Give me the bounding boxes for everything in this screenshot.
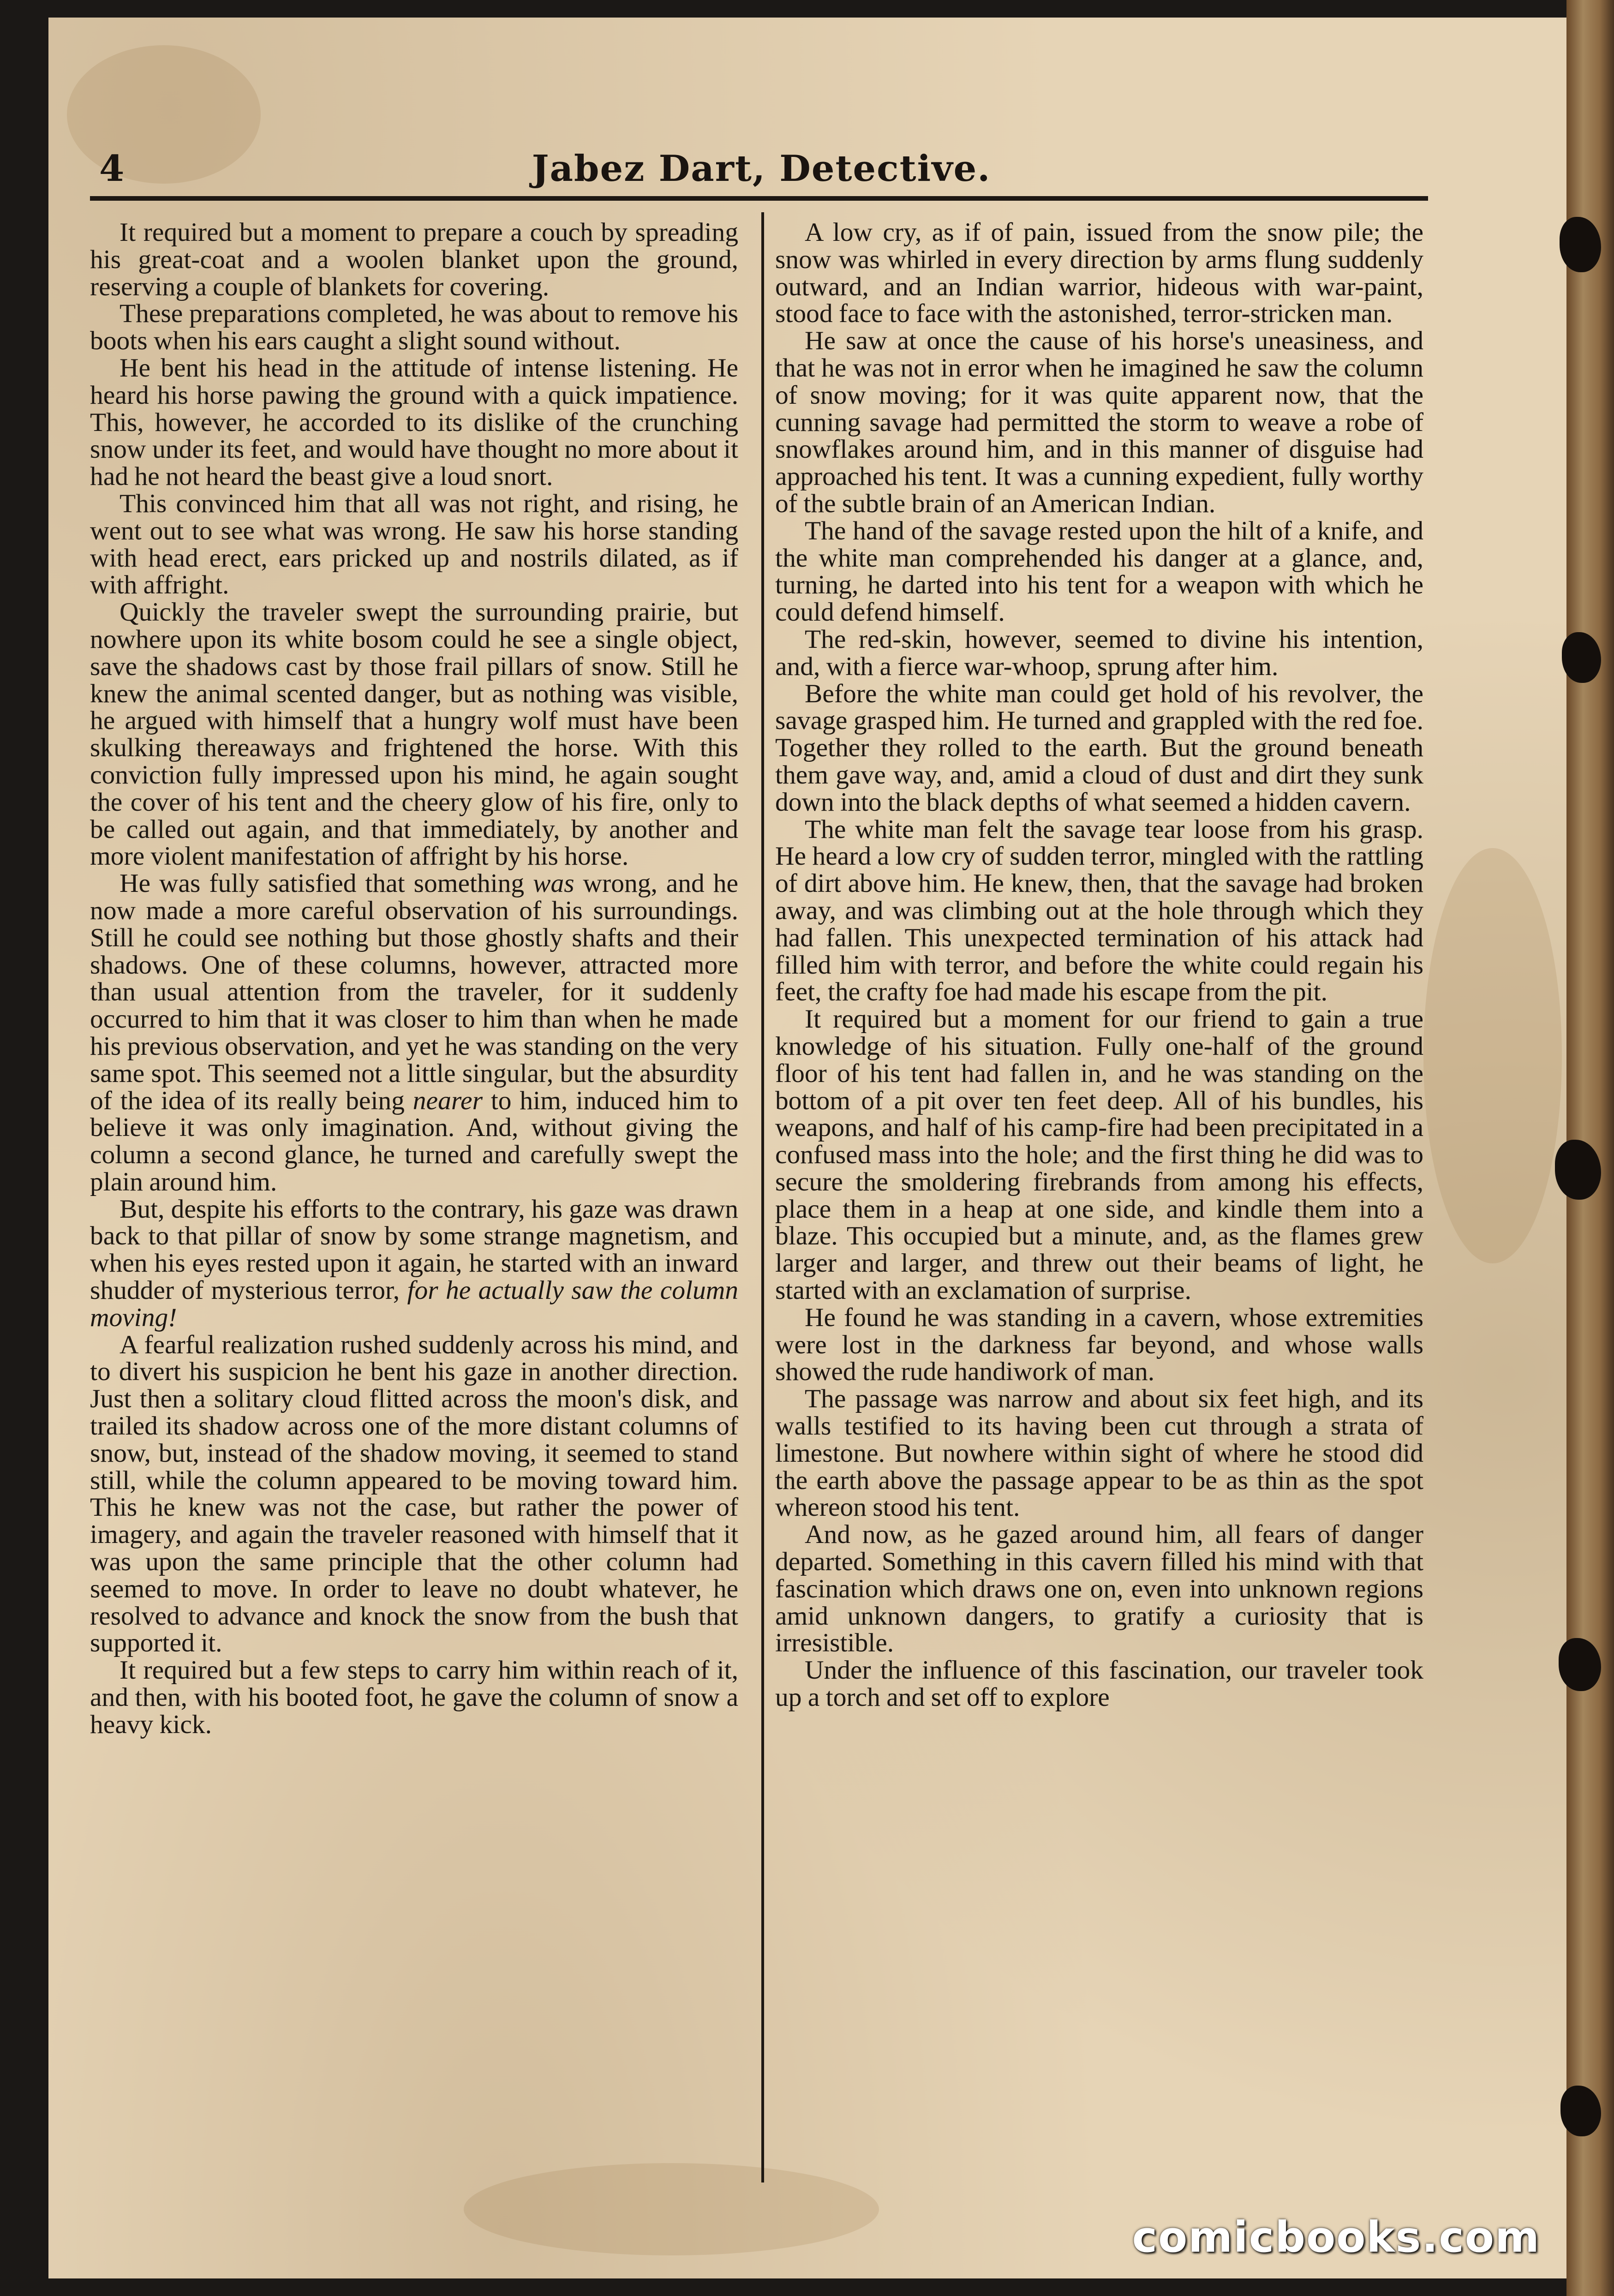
paragraph: Quickly the traveler swept the surrounding prairie, but nowhere upon its white bosom could he see a single object, save the shadows cast by those frail pillars of snow. Still he knew the animal scented danger, but as nothing was visible, he argued with himself that a hungry wolf must have been skulking thereaways and frightened the horse. With this conviction fully impressed upon his mind, he again sought the cover of his tent and the cheery glow of his fire, only to be called out again, and that immediately, by another and more violent manifestation of affright by his horse. (90, 598, 738, 871)
paragraph: The white man felt the savage tear loose from his grasp. He heard a low cry of sudden terror, mingled with the rattling of dirt above him. He knew, then, that the savage had broken away, and was climbing out at the hole through which they had fallen. This unexpected termination of his attack had filled him with terror, and before the white could regain his feet, the crafty foe had made his escape from the pit. (775, 814, 1423, 1007)
paragraph: These preparations completed, he was about to remove his boots when his ears caught a slight sound without. (90, 299, 738, 356)
paragraph: The hand of the savage rested upon the hilt of a knife, and the white man comprehended his danger at a glance, and, turning, he darted into his tent for a weapon with which he could defend himself. (775, 516, 1423, 627)
paragraph-text: He was fully satisfied that something (120, 869, 533, 898)
page-number: 4 (99, 148, 125, 190)
paragraph: The red-skin, however, seemed to divine his intention, and, with a fierce war-whoop, sprung after him. (775, 624, 1423, 681)
paragraph: This convinced him that all was not right, and rising, he went out to see what was wrong. He saw his horse standing with head erect, ears pricked up and nostrils dilated, as if with affright. (90, 489, 738, 600)
paragraph: It required but a moment for our friend to gain a true knowledge of his situation. Fully one-half of the ground floor of his tent had fallen in, and he was standing on the bottom of a pit over ten feet deep. All of his bundles, his weapons, and half of his camp-fire had been precipitated in a confused mass into the hole; and the first thing he did was to secure the smoldering firebrands from among his effects, place them in a heap at one side, and kindle them into a blaze. This occupied but a minute, and, as the flames grew larger and larger, and threw out their beams of light, he started with an exclamation of surprise. (775, 1004, 1423, 1305)
left-column (90, 219, 738, 2189)
paragraph-text: to him, induced him to believe it was only imagination. And, without giving the column a second glance, he turned and carefully swept the plain around him. (90, 1086, 739, 1196)
paragraph: Under the influence of this fascination, our traveler took up a torch and set off to explore (775, 1656, 1423, 1712)
header-rule (90, 196, 1428, 201)
paragraph: Before the white man could get hold of his revolver, the savage grasped him. He turned and grappled with the red foe. Together they rolled to the earth. But the ground beneath them gave way, and, amid a cloud of dust and dirt they sunk down into the black depths of what seemed a hidden cavern. (775, 679, 1423, 817)
running-title: Jabez Dart, Detective. (532, 148, 991, 190)
watermark: comicbooks.com (1132, 2212, 1540, 2262)
right-column (775, 219, 1423, 2189)
paragraph: He bent his head in the attitude of intense listening. He heard his horse pawing the ground with a quick impatience. This, however, he accorded to its dislike of the crunching snow under its feet, and would have thought no more about it had he not heard the beast give a loud snort. (90, 353, 738, 491)
paragraph: It required but a few steps to carry him within reach of it, and then, with his booted foot, he gave the column of snow a heavy kick. (90, 1656, 738, 1739)
paragraph (90, 1196, 738, 1332)
paragraph: The passage was narrow and about six feet high, and its walls testified to its having been cut through a strata of limestone. But nowhere within sight of where he stood did the earth above the passage appear to be as thin as the spot whereon stood his tent. (775, 1384, 1423, 1522)
paragraph: A fearful realization rushed suddenly across his mind, and to divert his suspicion he bent his gaze in another direction. Just then a solitary cloud flitted across the moon's disk, and trailed its shadow across one of the more distant columns of snow, but, instead of the shadow moving, it seemed to stand still, while the column appeared to be moving toward him. This he knew was not the case, but rather the power of imagery, and again the traveler reasoned with himself that it was upon the same principle that the other column had seemed to move. In order to leave no doubt whatever, he resolved to advance and knock the snow from the bush that supported it. (90, 1330, 738, 1658)
paragraph: He saw at once the cause of his horse's uneasiness, and that he was not in error when he imagined he saw the column of snow moving; for it was quite apparent now, that the cunning savage had permitted the storm to weave a robe of snowflakes around him, and in this manner of disguise had approached his tent. It was a cunning expedient, fully worthy of the subtle brain of an American Indian. (775, 326, 1423, 518)
italic-text: nearer (412, 1086, 483, 1115)
italic-text: for he actually saw the column moving! (90, 1276, 738, 1332)
column-divider (761, 212, 764, 2182)
paragraph: It required but a moment to prepare a couch by spreading his great-coat and a woolen blanket upon the ground, reserving a couple of blankets for covering. (90, 218, 738, 301)
paragraph: A low cry, as if of pain, issued from the snow pile; the snow was whirled in every direction by arms flung suddenly outward, and an Indian warrior, hideous with war-paint, stood face to face with the astonished, terror-stricken man. (775, 218, 1423, 329)
paragraph-text: wrong, and he now made a more careful observation of his surroundings. Still he could see nothing but those ghostly shafts and their shadows. One of these columns, however, attracted more than usual attention from the traveler, for it suddenly occurred to him that it was closer to him than when he made his previous observation, and yet he was standing on the very same spot. This seemed not a little singular, but the absurdity of the idea of its really being (90, 869, 738, 1115)
paragraph-text: But, despite his efforts to the contrary, his gaze was drawn back to that pillar of snow by some strange magnetism, and when his eyes rested upon it again, he started with an inward shudder of mysterious terror, (90, 1194, 738, 1305)
paragraph: And now, as he gazed around him, all fears of danger departed. Something in this cavern filled his mind with that fascination which draws one on, even into unknown regions amid unknown dangers, to gratify a curiosity that is irresistible. (775, 1520, 1423, 1658)
paragraph: He found he was standing in a cavern, whose extremities were lost in the darkness far beyond, and whose walls showed the rude handiwork of man. (775, 1303, 1423, 1387)
italic-text: was (533, 869, 574, 898)
paragraph (90, 870, 738, 1196)
age-stain (1423, 848, 1562, 1263)
